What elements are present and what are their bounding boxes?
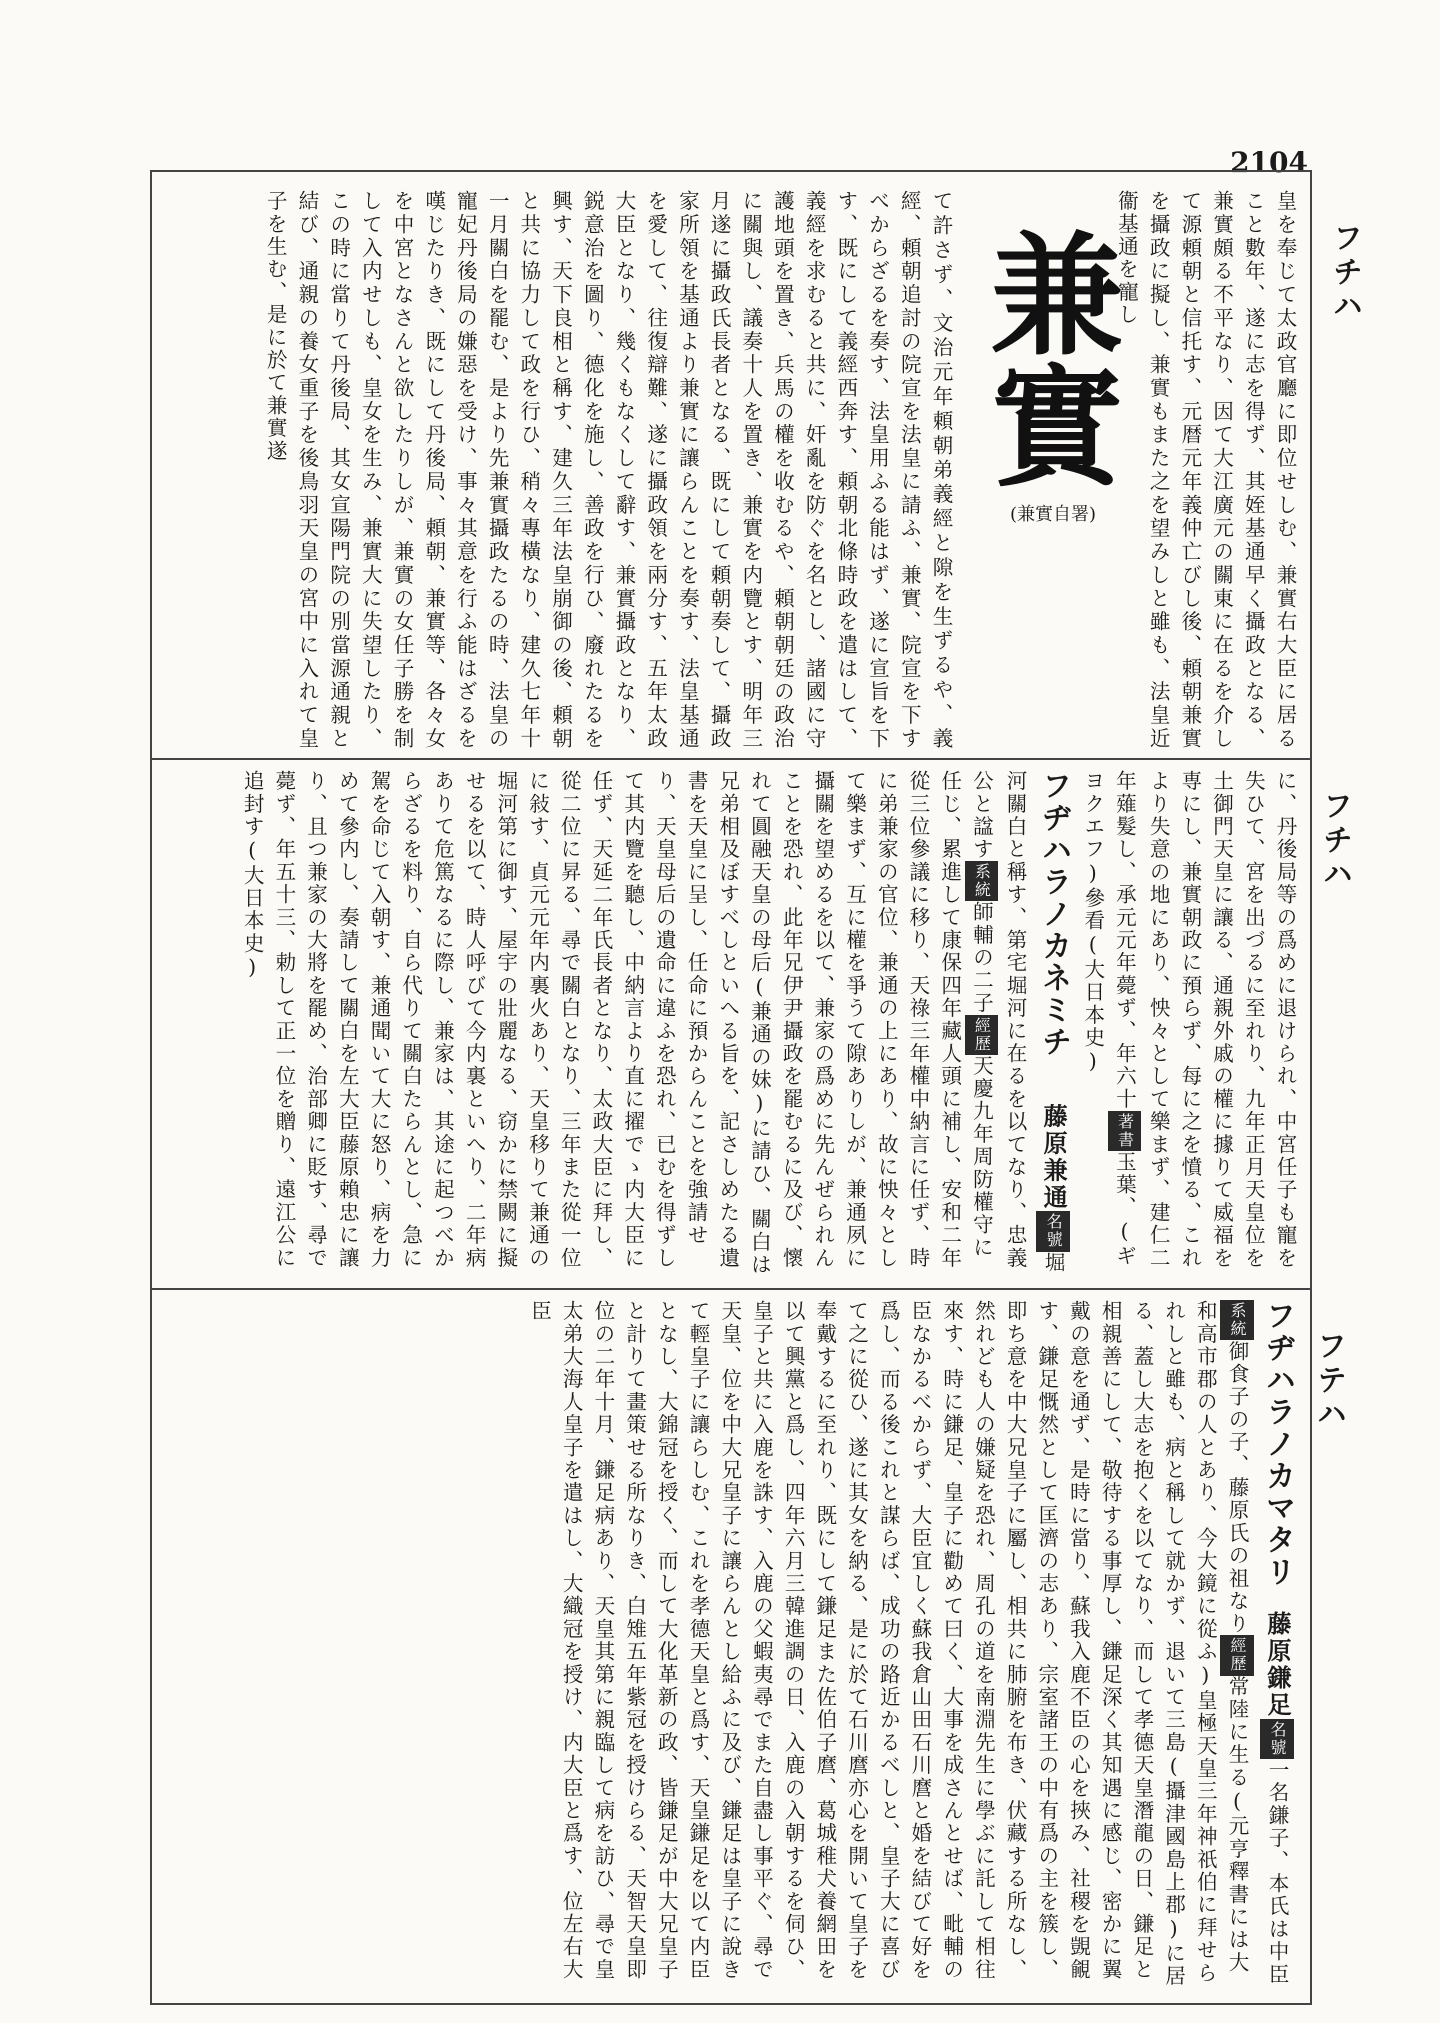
section-kanemichi [160,770,1300,1278]
divider-2 [150,1288,1312,1290]
kanemichi-lineage: 師輔の二子 [969,901,994,1015]
tag-lineage: 系統 [965,861,999,901]
kanemichi-career: 天慶九年周防權守に任じ、累進して康保四年藏人頭に補し、安和二年從三位參議に移り、天祿三年權中納言に任ず、時に弟兼家の官位、兼通の上にあり、故に怏々として樂まず、互に權を爭うて隙ありしが、兼通夙に攝關を望めるを以て、兼家の爲めに先んぜられんことを恐れ、此年兄伊尹攝政を罷むるに及び、懷れて圓融天皇の母后(兼通の妹)に請ひ、關白は兄弟相及ぼすべしといへる旨を、記さしめたる遺書を天皇に呈し、任命に預からんことを強請せり、天皇母后の遺命に違ふを恐れ、已むを得ずして其内覽を聽し、中納言より直に擢でゝ内大臣に任ず、天延二年氏長者となり、太政大臣に拜し、從二位に昇る、尋で關白となり、三年また從一位に敍す、貞元元年内裏火あり、天皇移りて兼通の堀河第に御す、屋宇の壯麗なる、窃かに禁闕に擬せるを以て、時人呼びて今内裏といへり、二年病ありて危篤なるに際し、兼家は、其途に起つべからざるを料り、自ら代りて關白たらんとし、急に駕を命じて入朝す、兼通聞いて大に怒り、病を力めて參内し、奏請して關白を左大臣藤原賴忠に讓り、且つ兼家の大將を罷め、治部卿に貶す、尋で薨ず、年五十三、勅して正一位を贈り、遠江公に追封す(大日本史) [240,770,994,1277]
kamatari-author: 藤原鎌足 [1263,1610,1292,1719]
side-headword-2: フチハ [1317,790,1352,892]
kamatari-career: 常陸に生る(元亨釋書には大和高市郡の人とあり、今大鏡に從ふ)皇極天皇三年神祇伯に拜せられしと雖も、病と稱して就かず、退いて三島(攝津國島上郡)に居る、蓋し大志を抱くを以てなり、而して孝德天皇潛龍の日、鎌足と相親善にして、敬待する事厚し、鎌足深く其知遇に感じ、密かに翼戴の意を通ず、是時に當り、蘇我入鹿不臣の心を挾み、社稷を覬覦す、鎌足慨然として匡濟の志あり、宗室諸王の中有爲の主を簇し、即ち意を中大兄皇子に屬し、相共に肺腑を布き、伏藏する所なし、然れども人の嫌疑を恐れ、周孔の道を南淵先生に學ぶに託して相往來す、時に鎌足、皇子に勸めて曰く、大事を成さんとせば、毗輔の臣なかるべからず、大臣宜しく蘇我倉山田石川麿と婚を結びて好を爲し、而る後これと謀らば、成功の路近かるべしと、皇子大に喜びて之に從ひ、遂に其女を納る、是に於て石川麿亦心を開いて皇子を奉戴するに至れり、既にして鎌足また佐伯子麿、葛城稚犬養網田を以て興黨と爲し、四年六月三韓進調の日、入鹿の入朝するを伺ひ、皇子と共に入鹿を誅す、入鹿の父蝦夷尋でまた自盡し事平ぐ、尋で天皇、位を中大兄皇子に讓らんとし給ふに及び、鎌足は皇子に說きて輕皇子に讓らしむ、これを孝德天皇と爲す、天皇鎌足を以て内臣となし、大錦冠を授く、而して大化革新の政、皆鎌足が中大兄皇子と計りて畫策せる所なりき、白雉五年紫冠を授けらる、天智天皇即位の二年十月、鎌足病あり、天皇其第に親臨して病を訪ひ、尋で皇太弟大海人皇子を遣はし、大織冠を授け、内大臣と爲す、位左右大臣 [527,1300,1249,1988]
kamatari-title: フヂハラノカマタリ [1260,1300,1295,1588]
kanemichi-text: 堀河關白と稱す、第宅堀河に在るを以てなり、忠義公と諡す [969,770,1066,1275]
page-number: 2104 [1230,146,1308,179]
tag-career: 經歷 [965,1015,999,1055]
section-kanezane-text-right [1114,190,1300,750]
tag-lineage: 系統 [1220,1300,1254,1340]
section-kamatari [160,1300,1300,1995]
kamatari-text: 一名鎌子、本氏は中臣 [1265,1758,1289,1986]
tag-career: 經歷 [1220,1635,1254,1675]
kanemichi-author: 藤原兼通 [1039,1103,1069,1212]
tag-name: 名號 [1260,1719,1294,1759]
tag-name: 名號 [1036,1211,1070,1251]
tag-chosho: 著書 [1108,1111,1142,1151]
side-headword-1: フチハ [1327,222,1362,324]
calligraphy-signature: 兼實 [968,226,1123,490]
kanemichi-title: フヂハラノカネミチ [1036,770,1072,1058]
kanemichi-continuation-tail: 玉葉、(ギヨクエフ)參看(大日本史) [1080,770,1137,1268]
signature-caption: (兼實自署) [1010,504,1097,525]
kanezane-text: 皇を奉じて太政官廳に即位せしむ、兼實右大臣に居ること數年、遂に志を得ず、其姪基通早く攝政となる、兼實頗る不平なり、因て大江廣元の關東に在るを介して源頼朝と信托す、元暦元年義仲亡びし後、頼朝兼實を攝政に擬し、兼實もまた之を望みしと雖も、法皇近衞基通を寵し [1114,190,1297,750]
section-kanezane-text-left [160,190,956,750]
kanemichi-continuation: に、丹後局等の爲めに退けられ、中宮任子も寵を失ひて、宮を出づるに至れり、九年正月天皇位を土御門天皇に讓る、通親外戚の權に據りて威福を専にし、兼實朝政に預らず、每に之を憤る、これより失意の地にあり、怏々として樂まず、建仁二年薙髮し、承元元年薨ず、年六十 [1112,770,1297,1270]
kamatari-lineage: 御食子の子、藤原氏の祖なり [1225,1340,1249,1636]
side-headword-3: フテハ [1311,1330,1346,1432]
divider-1 [150,758,1312,760]
kanezane-text-cont: て許さず、文治元年頼朝弟義經と隙を生ずるや、義經、頼朝追討の院宣を法皇に請ふ、兼實、院宣を下すべからざるを奏す、法皇用ふる能はず、遂に宣旨を下す、既にして義經西奔す、頼朝北條時政を遣はして、義經を求むると共に、奸亂を防ぐを名とし、諸國に守護地頭を置き、兵馬の權を收むるや、頼朝朝廷の政治に關與し、議奏十人を置き、兼實を内覽とす、明年三月遂に攝政氏長者となる、既にして頼朝奏して、攝政家所領を基通より兼實に讓らんことを奏す、法皇基通を愛して、往復辯難、遂に攝政領を兩分す、五年太政大臣となり、幾くもなくして辭す、兼實攝政となり、鋭意治を圖り、德化を施し、善政を行ひ、廢れたるを興す、天下良相と稱す、建久三年法皇崩御の後、頼朝と共に協力して政を行ひ、稍々專橫なり、建久七年十一月關白を罷む、是より先兼實攝政たるの時、法皇の寵妃丹後局の嫌惡を受け、事々其意を行ふ能はざるを嘆じたりき、既にして丹後局、頼朝、兼實等、各々女を中宮となさんと欲したりしが、兼實の女任子勝を制して入内せしも、皇女を生み、兼實大に失望したり、この時に當りて丹後局、其女宣陽門院の別當源通親と結び、通親の養女重子を後鳥羽天皇の宮中に入れて皇子を生む、是に於て兼實遂 [263,190,953,750]
